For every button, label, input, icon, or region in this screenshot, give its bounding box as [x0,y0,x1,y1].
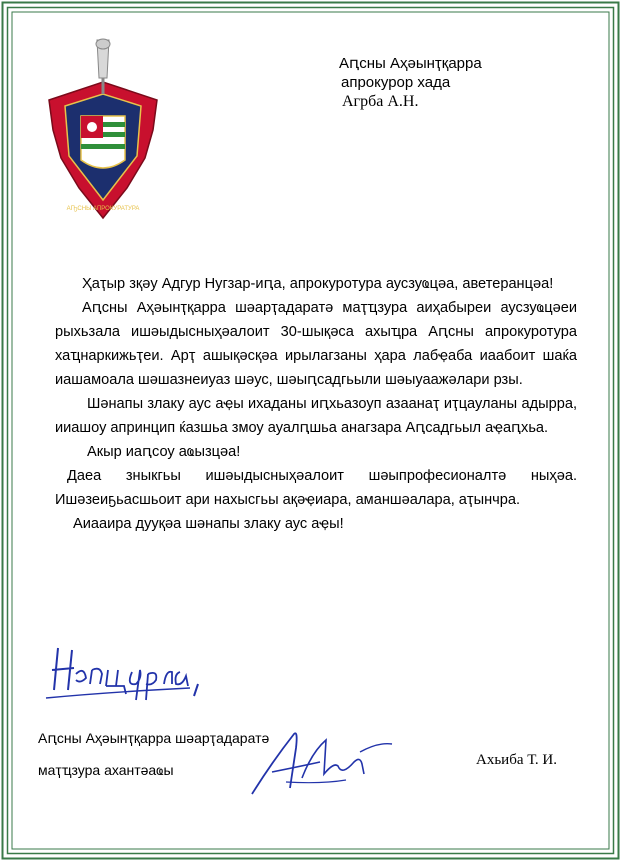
handwritten-closing [40,640,230,710]
addressee-line-3: Агрба А.Н. [342,93,419,110]
letter-body [55,272,577,536]
org-line-2: маҭҵзура ахантәаҩы [38,762,174,778]
addressee-line-2: апрокурор хада [341,74,451,91]
letter-paragraph: Даеа зныкгьы ишәыдысныҳәалоит шәыпрофесионалтә ныҳәа. Ишәзеиҕьасшьоит ари нахысгьы ақәҿиара, аманшәалара, аҭынчра. [55,468,577,508]
letter-paragraph: Аԥсны Аҳәынҭқарра шәарҭадаратә маҭҵзура аиҳабыреи аусзуҩцәеи рыхьзала ишәыдысныҳәалоит 30-шықәса ахыҵра Аԥсны апрокуротура хаҵнаркижьҭеи. Арҭ ашықәсқәа ирылагзаны ҳара лабҿаба иаабоит шаќа иашамоала шәшазнеиуаз шәус, шәыԥсадгьыли шәыуаажәлари рзы. [55,300,577,388]
addressee-line-1: Аԥсны Аҳәынҭқарра [339,55,482,72]
addressee-block [339,54,569,111]
emblem-ribbon-text: АҦСНЫ АПРОКУРАТУРА [66,206,140,212]
letter-paragraph: Акыр иаԥсоу аҩызцәа! [87,444,241,460]
signer-name: Ахьиба Т. И. [476,752,557,768]
letter-paragraph: Шәнапы злаку аус аҿы ихаданы иԥхьазоуп азаанаҭ иҭцауланы адырра, ииашоу апринцип ќазшьа змоу ауалԥшьа анагзара Аԥсадгьыл аҿаԥхьа. [55,396,577,436]
signature-mark [242,722,402,802]
signature-block [38,722,269,786]
prosecutor-emblem-icon [45,38,161,228]
letter-greeting: Ҳаҭыр зқәу Адгур Нугзар-иԥа, апрокуротура аусзуҩцәа, аветеранцәа! [82,276,554,292]
org-line-1: Аԥсны Аҳәынҭқарра шәарҭадаратә [38,730,270,746]
letter-paragraph: Аиааира дууқәа шәнапы злаку аус аҿы! [73,516,344,532]
